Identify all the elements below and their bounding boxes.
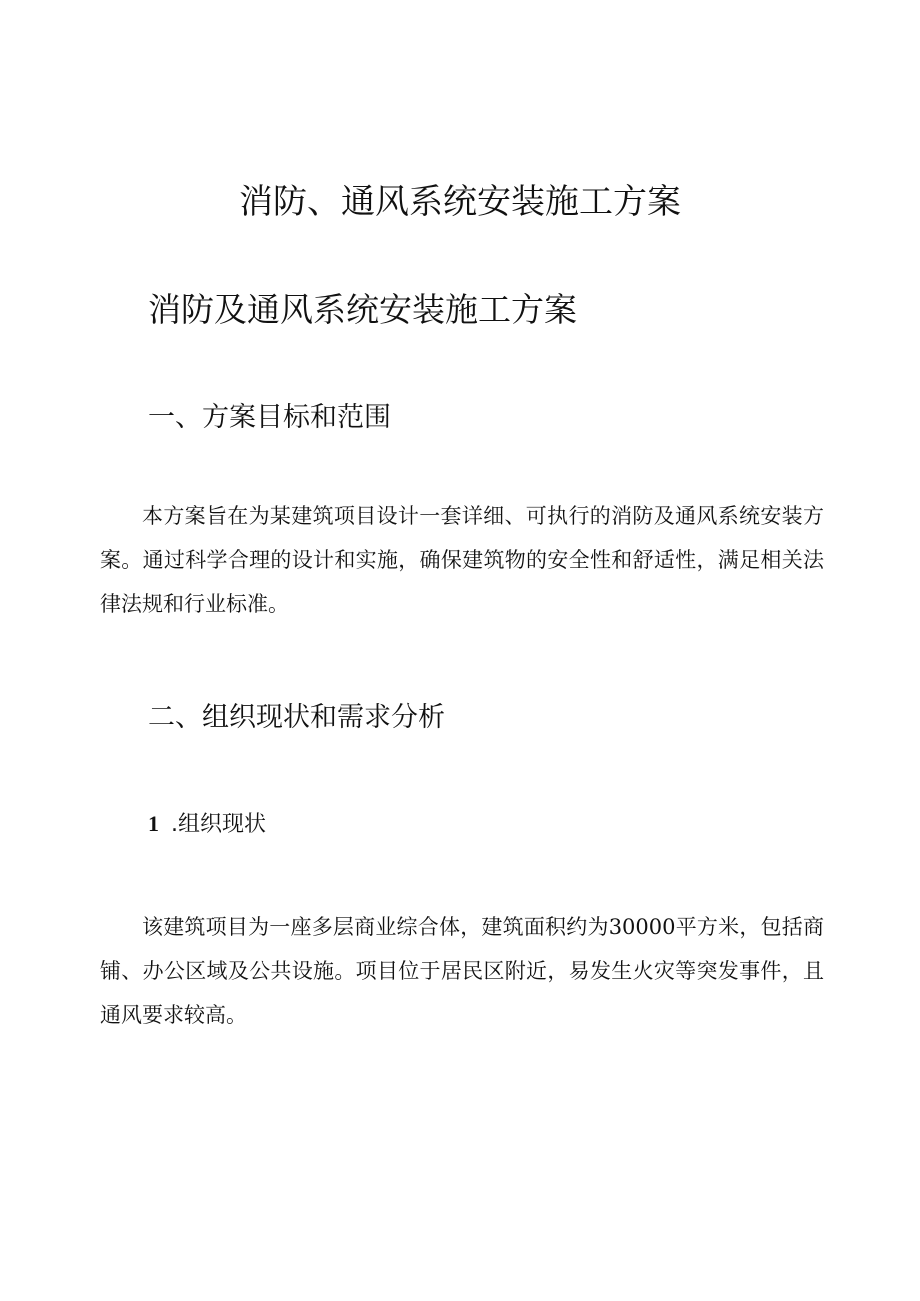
- section-paragraph-goals: 本方案旨在为某建筑项目设计一套详细、可执行的消防及通风系统安装方案。通过科学合理的设计和实施，确保建筑物的安全性和舒适性，满足相关法律法规和行业标准。: [100, 504, 824, 616]
- document-subtitle: 消防及通风系统安装施工方案: [148, 290, 577, 329]
- section-heading-goals: 一、方案目标和范围: [148, 402, 391, 433]
- section-heading-analysis: 二、组织现状和需求分析: [148, 702, 445, 733]
- section-paragraph-status: 该建筑项目为一座多层商业综合体，建筑面积约为30000平方米，包括商铺、办公区域及公共设施。项目位于居民区附近，易发生火灾等突发事件，且通风要求较高。: [100, 915, 824, 1027]
- subsection-title: .组织现状: [171, 812, 266, 837]
- subsection-heading-status: [148, 808, 266, 841]
- document-title: 消防、通风系统安装施工方案: [239, 182, 681, 222]
- subsection-number: 1: [148, 811, 159, 836]
